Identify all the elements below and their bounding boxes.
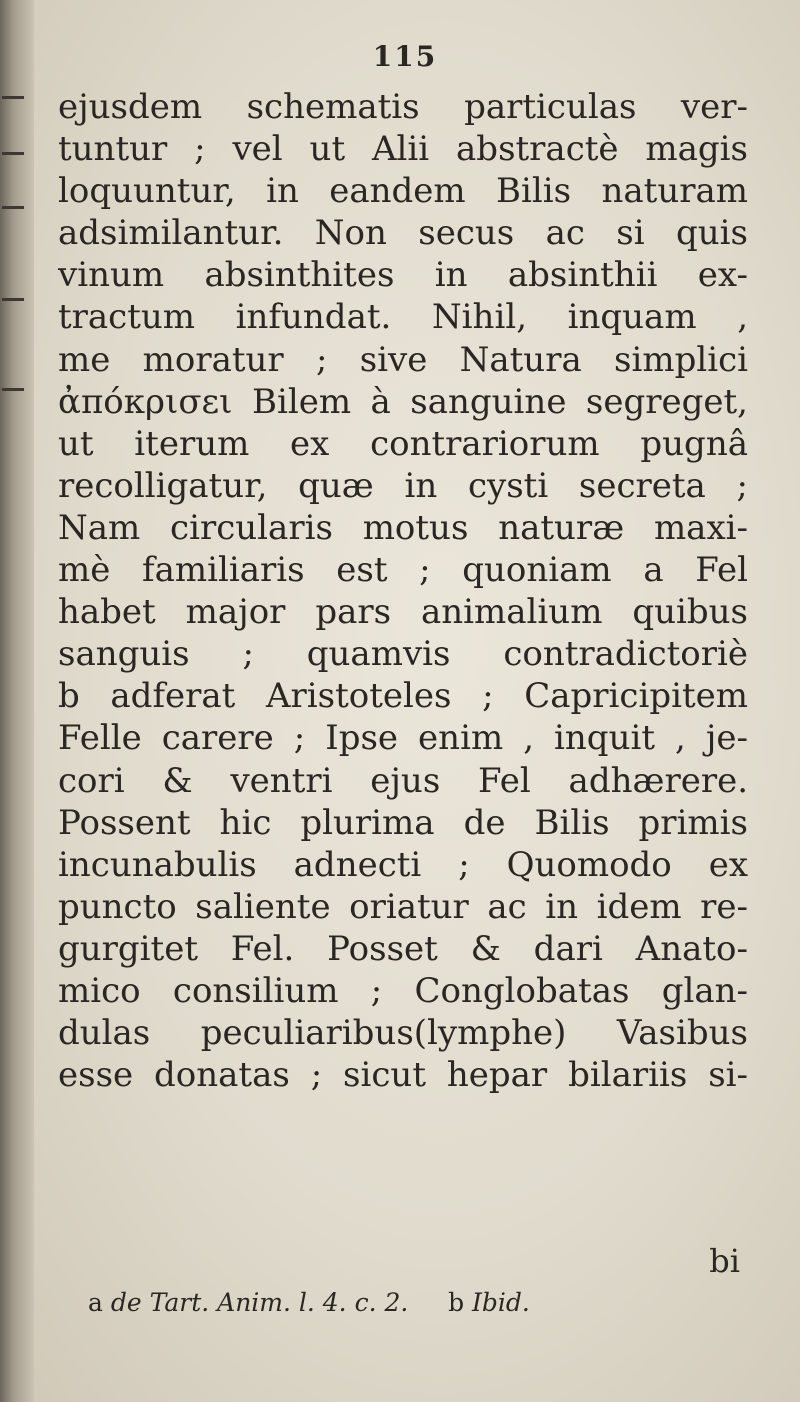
text-line: tuntur ; vel ut Alii abstractè magis (58, 129, 748, 170)
footnote-marker: a (88, 1288, 103, 1317)
text-line: mè familiaris est ; quoniam a Fel (58, 550, 748, 591)
text-line: recolligatur, quæ in cysti secreta ; (58, 465, 748, 506)
text-line: tractum infundat. Nihil, inquam , (58, 297, 748, 338)
page-number: 115 (372, 40, 438, 73)
text-line: me moratur ; sive Natura simplici (58, 339, 748, 380)
gutter-mark (2, 152, 24, 155)
text-line: esse donatas ; sicut hepar bilariis si- (58, 1055, 748, 1096)
binding-gutter (0, 0, 34, 1402)
body-text (58, 86, 748, 1096)
gutter-mark (2, 206, 24, 209)
text-line: Possent hic plurima de Bilis primis (58, 802, 748, 843)
gutter-mark (2, 298, 24, 301)
text-line: loquuntur, in eandem Bilis naturam (58, 171, 748, 212)
text-line: habet major pars animalium quibus (58, 592, 748, 633)
text-line: ejusdem schematis particulas ver- (58, 87, 748, 127)
text-line: ut iterum ex contrariorum pugnâ (58, 423, 748, 464)
text-line: gurgitet Fel. Posset & dari Anato- (58, 928, 748, 969)
footnote-text: de Tart. Anim. l. 4. c. 2. (110, 1288, 409, 1317)
text-line: Nam circularis motus naturæ maxi- (58, 507, 748, 548)
text-line: puncto saliente oriatur ac in idem re- (58, 886, 748, 927)
text-line: dulas peculiaribus(lymphe) Vasibus (58, 1013, 748, 1054)
footnote-text: Ibid. (472, 1288, 530, 1317)
text-line: cori & ventri ejus Fel adhærere. (58, 760, 748, 801)
text-line: ἀπόκρισει Bilem à sanguine segreget, (58, 381, 748, 422)
text-line: incunabulis adnecti ; Quomodo ex (58, 844, 748, 885)
footnote-marker: b (448, 1288, 465, 1317)
footnotes (88, 1288, 688, 1317)
gutter-mark (2, 388, 24, 391)
text-line: adsimilantur. Non secus ac si quis (58, 213, 748, 254)
text-line: sanguis ; quamvis contradictoriè (58, 634, 748, 675)
text-line: b adferat Aristoteles ; Capricipitem (58, 676, 748, 717)
text-line: vinum absinthites in absinthii ex- (58, 255, 748, 296)
text-line: Felle carere ; Ipse enim , inquit , je- (58, 718, 748, 759)
text-line: mico consilium ; Conglobatas glan- (58, 970, 748, 1011)
catchword: bi (709, 1242, 740, 1280)
gutter-mark (2, 96, 24, 99)
